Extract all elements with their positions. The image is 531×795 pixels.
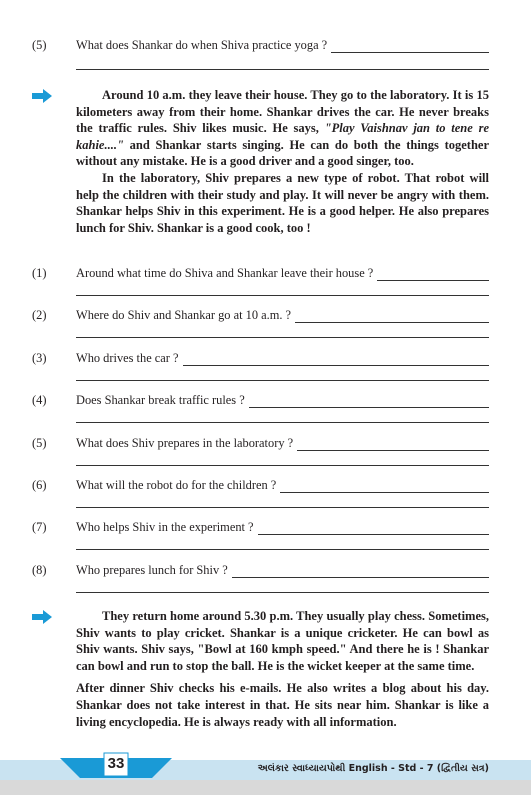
answer-line[interactable] [249,396,489,408]
footer-bottom-strip [0,780,531,795]
answer-line[interactable] [76,69,489,70]
answer-line[interactable] [76,337,489,338]
question-number: (2) [32,308,47,322]
question-number: (1) [32,266,47,280]
right-arrow-icon [32,610,52,624]
passage-1-paragraph-2: In the laboratory, Shiv prepares a new type of robot. That robot will help the children with their study and play. It will never be angry with them. Shankar helps Shiv in this experiment. He is a good helper. He also prepares lunch for Shiv. Shankar is a good cook, too ! [76,170,489,235]
passage-text: and Shankar starts singing. He can do both the things together without any mistake. He is a good driver and a good singer, too. [76,137,489,169]
passage-1 [76,87,489,236]
answer-line[interactable] [76,295,489,296]
answer-line[interactable] [280,481,489,493]
question-text: What does Shankar do when Shiva practice yoga ? [76,38,328,52]
answer-line[interactable] [76,380,489,381]
answer-line[interactable] [331,41,489,53]
question-text: Where do Shiv and Shankar go at 10 a.m. ? [76,308,292,322]
question-text: Who helps Shiv in the experiment ? [76,520,254,534]
answer-line[interactable] [377,269,489,281]
passage-2-paragraph-1: They return home around 5.30 p.m. They usually play chess. Sometimes, Shiv wants to play cricket. Shankar is a unique cricketer. He can bowl as Shiv wants. Shiv says, "Bowl at 160 kmph speed." And there he is ! Shankar can bowl and run to stop the ball. He is the wicket keeper at the same time. [76,609,489,673]
question-number: (7) [32,520,47,534]
answer-line[interactable] [76,549,489,550]
answer-line[interactable] [232,566,489,578]
passage-2-paragraph-2: After dinner Shiv checks his e-mails. He also writes a blog about his day. Shankar does not take interest in that. He sits near him. Shankar is like a living encyclopedia. He is always ready with all information. [76,681,489,729]
question-text: What will the robot do for the children ? [76,478,277,492]
question-number: (5) [32,38,47,52]
answer-line[interactable] [297,439,489,451]
page-number: 33 [107,755,125,772]
passage-1-paragraph-1 [76,87,489,170]
question-text: Who drives the car ? [76,351,179,365]
answer-line[interactable] [76,465,489,466]
answer-line[interactable] [183,354,489,366]
question-number: (8) [32,563,47,577]
question-number: (5) [32,436,47,450]
answer-line[interactable] [76,507,489,508]
question-text: What does Shiv prepares in the laboratory ? [76,436,294,450]
answer-line[interactable] [76,422,489,423]
passage-2 [76,608,489,730]
answer-line[interactable] [295,311,489,323]
answer-line[interactable] [258,523,489,535]
question-text: Around what time do Shiva and Shankar leave their house ? [76,266,374,280]
right-arrow-icon [32,89,52,103]
passage-text: Around 10 a.m. they leave their house. They go to the laboratory. It is 15 kilometers away from their home. Shankar drives the car. He never breaks the traffic rules. Shiv likes music. He says, [76,88,489,136]
answer-line[interactable] [76,592,489,593]
page-footer [0,752,531,795]
question-number: (4) [32,393,47,407]
book-title: અલંકાર સ્વાધ્યાયપોથી English - Std - 7 (દ્વિતીય સત્ર) [257,763,489,774]
question-number: (6) [32,478,47,492]
question-text: Who prepares lunch for Shiv ? [76,563,228,577]
question-text: Does Shankar break traffic rules ? [76,393,245,407]
question-number: (3) [32,351,47,365]
song-quote: "Play Vaishnav jan to tene re kahie...." [76,121,489,152]
